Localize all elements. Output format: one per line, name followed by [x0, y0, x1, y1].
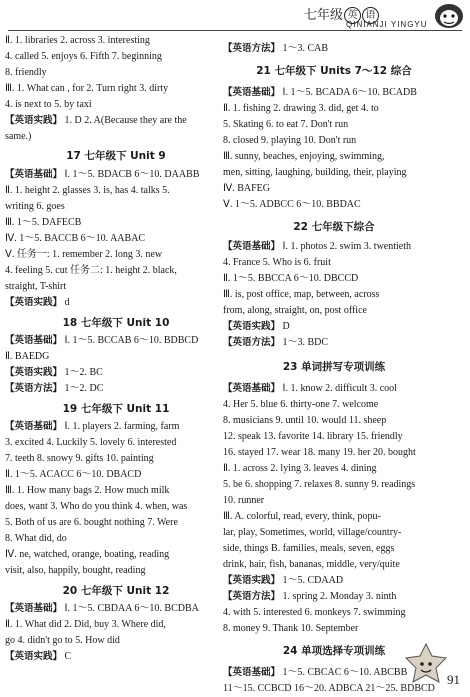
answer-line: [223, 304, 445, 318]
category-label: 【英语基础】: [223, 383, 281, 394]
answer-line: [5, 650, 227, 664]
answer-text: Ⅲ. is, post office, map, between, across: [223, 289, 380, 300]
category-label: 【英语实践】: [223, 575, 281, 586]
category-label: 【英语基础】: [223, 241, 281, 252]
answer-text: Ⅱ. 1. across 2. lying 3. leaves 4. dining: [223, 463, 377, 474]
answer-line: [223, 414, 445, 428]
section-heading: 23 单词拼写专项训练: [282, 361, 386, 373]
answer-line: [5, 130, 227, 144]
answer-text: Ⅲ. 1. How many bags 2. How much milk: [5, 485, 170, 496]
answer-line: [223, 320, 445, 334]
section-heading: 19 七年级下 Unit 11: [62, 403, 170, 415]
answer-text: side, things B. families, meals, seven, eggs: [223, 543, 395, 554]
answer-text: 8. friendly: [5, 67, 47, 78]
answer-text: same.): [5, 131, 32, 142]
answer-line: [5, 34, 227, 48]
answer-text: 1～3. BDC: [280, 337, 329, 348]
answer-text: 8. closed 9. playing 10. Don't run: [223, 135, 357, 146]
answer-text: Ⅰ. 1～5. BDACB 6～10. DAABB: [62, 169, 200, 180]
answer-line: [5, 420, 227, 434]
answer-text: Ⅲ. A. colorful, read, every, think, popu-: [223, 511, 381, 522]
answer-text: Ⅱ. 1. What did 2. Did, buy 3. Where did,: [5, 619, 166, 630]
answer-text: Ⅰ. 1～5. CBDAA 6～10. BCDBA: [62, 603, 199, 614]
answer-text: 1. spring 2. Monday 3. ninth: [280, 591, 397, 602]
answer-text: 1. D 2. A(Because they are the: [62, 115, 187, 126]
mascot-cartoon-icon: [402, 640, 450, 695]
header-badge-yu: 语: [362, 7, 379, 24]
answer-line: [5, 82, 227, 96]
answer-line: [5, 350, 227, 364]
header-badge-ying: 英: [344, 7, 361, 24]
answer-line: [223, 150, 445, 164]
answer-line: [5, 66, 227, 80]
answer-line: [223, 446, 445, 460]
answer-text: 3. excited 4. Luckily 5. lovely 6. interested: [5, 437, 177, 448]
section-heading: 24 单项选择专项训练: [282, 645, 386, 657]
answer-text: 4. France 5. Who is 6. fruit: [223, 257, 331, 268]
answer-text: Ⅴ. 任务一: 1. remember 2. long 3. new: [5, 249, 163, 260]
answer-line: [223, 542, 445, 556]
answer-text: 7. teeth 8. snowy 9. gifts 10. painting: [5, 453, 154, 464]
answer-line: [5, 184, 227, 198]
answer-line: [5, 548, 227, 562]
answer-text: 12. speak 13. favorite 14. library 15. friendly: [223, 431, 403, 442]
category-label: 【英语实践】: [5, 651, 63, 662]
answer-line: [223, 558, 445, 572]
answer-line: [223, 606, 445, 620]
answer-text: 1～2. DC: [62, 383, 104, 394]
answer-text: 5. be 6. shopping 7. relaxes 8. sunny 9. readings: [223, 479, 416, 490]
answer-line: [223, 42, 445, 56]
answer-line: [223, 622, 445, 636]
answer-text: Ⅰ. 1～5. BCADA 6～10. BCADB: [280, 87, 417, 98]
answer-line: [223, 102, 445, 116]
answer-line: [223, 526, 445, 540]
answer-text: Ⅰ. 1～5. BCCAB 6～10. BDBCD: [62, 335, 199, 346]
answer-text: men, sitting, laughing, building, their, playing: [223, 167, 407, 178]
answer-text: Ⅱ. 1. fishing 2. drawing 3. did, get 4. to: [223, 103, 379, 114]
answer-text: does, want 3. Who do you think 4. when, was: [5, 501, 188, 512]
answer-text: 1～3. CAB: [280, 43, 329, 54]
answer-line: [5, 114, 227, 128]
answer-line: [223, 478, 445, 492]
answer-line: [5, 564, 227, 578]
header-title: 七年级 英 语: [304, 4, 379, 24]
answer-text: Ⅲ. 1～5. DAFECB: [5, 217, 82, 228]
answer-text: 1～5. CBCAC 6～10. ABCBB: [280, 667, 408, 678]
answer-text: Ⅰ. 1. know 2. difficult 3. cool: [280, 383, 397, 394]
answer-line: [223, 382, 445, 396]
mascot-logo-icon: [428, 0, 470, 30]
category-label: 【英语方法】: [223, 337, 281, 348]
answer-line: [223, 272, 445, 286]
answer-line: [5, 334, 227, 348]
header-rule: [8, 30, 462, 31]
answer-line: [5, 602, 227, 616]
answer-line: [223, 118, 445, 132]
answer-line: [223, 574, 445, 588]
answer-line: [5, 484, 227, 498]
category-label: 【英语基础】: [5, 335, 63, 346]
answer-text: 1～2. BC: [62, 367, 103, 378]
answer-text: 5. Skating 6. to eat 7. Don't run: [223, 119, 349, 130]
page-header: [0, 0, 470, 30]
answer-line: [5, 452, 227, 466]
answer-line: [5, 216, 227, 230]
answer-text: writing 6. goes: [5, 201, 65, 212]
answer-text: 1～5. CDAAD: [280, 575, 344, 586]
answer-text: 4. feeling 5. cut 任务二: 1. height 2. black,: [5, 265, 177, 276]
answer-text: Ⅲ. 1. What can , for 2. Turn right 3. dirty: [5, 83, 169, 94]
answer-text: D: [280, 321, 290, 332]
answer-text: 4. Her 5. blue 6. thirty-one 7. welcome: [223, 399, 379, 410]
category-label: 【英语基础】: [5, 421, 63, 432]
category-label: 【英语基础】: [5, 603, 63, 614]
answer-text: Ⅳ. BAFEG: [223, 183, 271, 194]
answer-line: [223, 510, 445, 524]
answer-line: [5, 436, 227, 450]
answer-text: d: [62, 297, 70, 308]
answer-line: [5, 50, 227, 64]
category-label: 【英语方法】: [223, 591, 281, 602]
answer-text: Ⅰ. 1. players 2. farming, farm: [62, 421, 180, 432]
section-heading: 22 七年级下综合: [293, 221, 375, 233]
answer-line: [223, 198, 445, 212]
answer-text: from, along, straight, on, post office: [223, 305, 367, 316]
answer-line: [223, 430, 445, 444]
answer-line: [223, 182, 445, 196]
answer-line: [5, 516, 227, 530]
answer-text: 16. stayed 17. wear 18. many 19. her 20. bought: [223, 447, 416, 458]
answer-line: [5, 382, 227, 396]
answer-text: Ⅲ. sunny, beaches, enjoying, swimming,: [223, 151, 385, 162]
answer-text: visit, also, happily, bought, reading: [5, 565, 146, 576]
page-number: 91: [447, 672, 460, 687]
answer-line: [5, 532, 227, 546]
answer-line: [5, 264, 227, 278]
answer-text: 8. money 9. Thank 10. September: [223, 623, 359, 634]
answer-line: [223, 134, 445, 148]
answer-text: 8. musicians 9. until 10. would 11. sheep: [223, 415, 387, 426]
answer-text: lar, play, Sometimes, world, village/country-: [223, 527, 402, 538]
section-heading: 21 七年级下 Units 7～12 综合: [256, 65, 412, 77]
answer-line: [223, 336, 445, 350]
category-label: 【英语基础】: [223, 87, 281, 98]
answer-line: [5, 366, 227, 380]
category-label: 【英语方法】: [223, 43, 281, 54]
answer-line: [5, 634, 227, 648]
answer-text: Ⅱ. BAEDG: [5, 351, 50, 362]
answer-text: 4. with 5. interested 6. monkeys 7. swimming: [223, 607, 406, 618]
answer-line: [223, 288, 445, 302]
answer-text: 4. called 5. enjoys 6. Fifth 7. beginning: [5, 51, 162, 62]
answer-line: [223, 256, 445, 270]
answer-line: [223, 590, 445, 604]
answer-text: 4. is next to 5. by taxi: [5, 99, 92, 110]
answer-text: C: [62, 651, 72, 662]
answer-line: [5, 168, 227, 182]
answer-text: 5. Both of us are 6. bought nothing 7. Were: [5, 517, 178, 528]
answer-text: go 4. didn't go to 5. How did: [5, 635, 120, 646]
answer-line: [5, 98, 227, 112]
category-label: 【英语实践】: [5, 297, 63, 308]
section-heading: 20 七年级下 Unit 12: [62, 585, 170, 597]
answer-text: Ⅱ. 1. height 2. glasses 3. is, has 4. talks 5.: [5, 185, 170, 196]
answer-text: straight, T-shirt: [5, 281, 67, 292]
answer-line: [5, 468, 227, 482]
category-label: 【英语实践】: [5, 115, 63, 126]
answer-text: Ⅳ. ne, watched, orange, boating, reading: [5, 549, 170, 560]
category-label: 【英语方法】: [5, 383, 63, 394]
category-label: 【英语实践】: [223, 321, 281, 332]
answer-line: [5, 200, 227, 214]
answer-line: [5, 232, 227, 246]
answer-line: [223, 86, 445, 100]
category-label: 【英语基础】: [5, 169, 63, 180]
answer-line: [223, 398, 445, 412]
answer-line: [223, 494, 445, 508]
answer-text: Ⅱ. 1～5. ACACC 6～10. DBACD: [5, 469, 142, 480]
answer-line: [223, 240, 445, 254]
answer-line: [5, 248, 227, 262]
category-label: 【英语实践】: [5, 367, 63, 378]
answer-text: drink, hair, fish, bananas, middle, very/quite: [223, 559, 400, 570]
answer-line: [223, 462, 445, 476]
answer-text: 8. What did, do: [5, 533, 67, 544]
answer-text: Ⅱ. 1～5. BBCCA 6～10. DBCCD: [223, 273, 359, 284]
answer-text: Ⅱ. 1. libraries 2. across 3. interesting: [5, 35, 150, 46]
answer-text: 10. runner: [223, 495, 265, 506]
answer-line: [223, 166, 445, 180]
category-label: 【英语基础】: [223, 667, 281, 678]
section-heading: 17 七年级下 Unit 9: [66, 150, 166, 162]
answer-line: [5, 500, 227, 514]
answer-line: [5, 280, 227, 294]
answer-text: Ⅳ. 1～5. BACCB 6～10. AABAC: [5, 233, 146, 244]
answer-text: 11～15. CCBCD 16～20. ADBCA 21～25. BDBCD: [223, 683, 435, 694]
answer-line: [5, 618, 227, 632]
header-subtitle: QINIANJI YINGYU: [346, 20, 428, 29]
answer-text: Ⅰ. 1. photos 2. swim 3. twentieth: [280, 241, 412, 252]
answer-text: Ⅴ. 1～5. ADBCC 6～10. BBDAC: [223, 199, 361, 210]
answer-line: [5, 296, 227, 310]
section-heading: 18 七年级下 Unit 10: [62, 317, 170, 329]
